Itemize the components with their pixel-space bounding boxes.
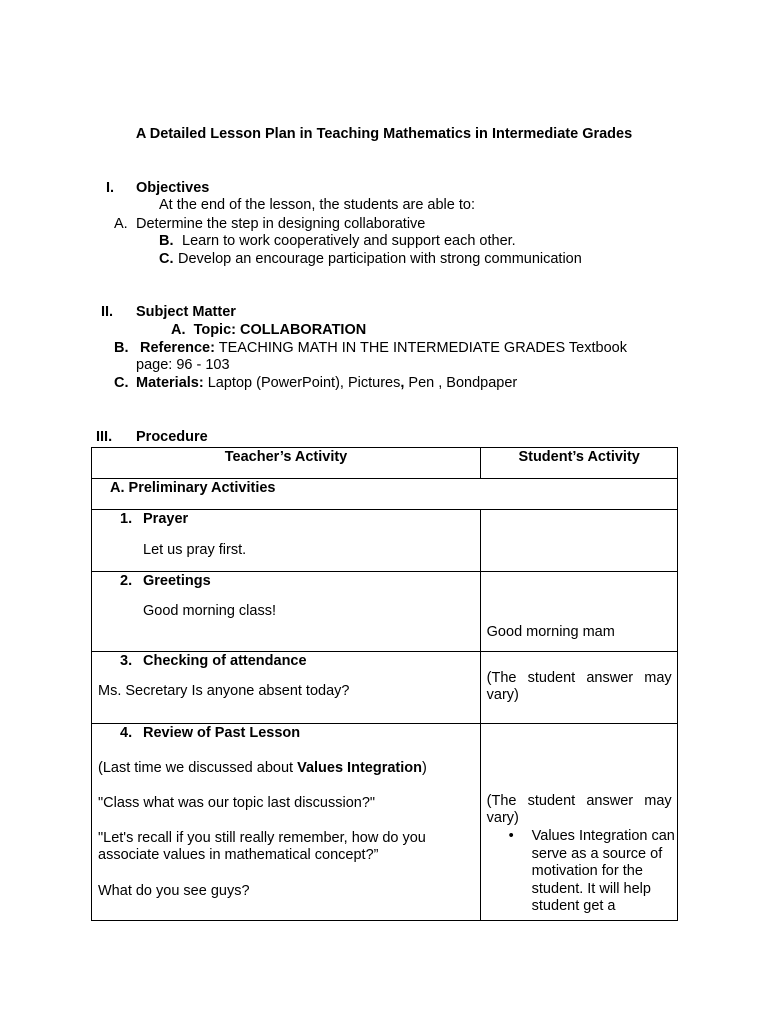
section-heading: Subject Matter [136, 304, 236, 320]
table-row [92, 510, 678, 572]
row-title: Review of Past Lesson [143, 725, 301, 741]
topic-value: COLLABORATION [240, 322, 367, 338]
topic-label: Topic: [193, 322, 236, 338]
review-text-pre: (Last time we discussed about [98, 760, 298, 776]
reference-label: Reference: [140, 340, 215, 356]
reference-line [140, 340, 627, 357]
student-text: (The student answer may vary) [486, 793, 672, 826]
teacher-text: "Let's recall if you still really remember, how do you [98, 830, 426, 846]
section-numeral: II. [101, 304, 114, 320]
materials-line [136, 375, 517, 392]
table-row [92, 572, 678, 652]
teacher-text: associate values in mathematical concept?” [98, 847, 379, 863]
topic-letter: A. [171, 322, 186, 338]
section-numeral: III. [96, 429, 113, 445]
table-row [92, 724, 678, 921]
header-teacher-cell [92, 448, 481, 479]
table-header-row [92, 448, 678, 479]
student-text: (The student answer may vary) [486, 670, 672, 703]
section-heading: Procedure [136, 429, 208, 445]
procedure-table [91, 447, 678, 921]
prayer-teacher-cell [92, 510, 481, 572]
teacher-text: Let us pray first. [143, 542, 247, 558]
teacher-text [98, 760, 427, 777]
materials-separator: , [400, 375, 405, 391]
row-title: Checking of attendance [143, 653, 307, 669]
objective-letter: C. [159, 251, 174, 267]
row-number: 1. [120, 511, 133, 527]
row-title: Prayer [143, 511, 189, 527]
reference-page: page: 96 - 103 [136, 357, 230, 373]
objective-letter: A. [114, 216, 128, 232]
header-teacher: Teacher’s Activity [224, 449, 348, 465]
row-number: 3. [120, 653, 133, 669]
greetings-student-cell [480, 572, 677, 652]
bullet-marker: • [508, 828, 514, 844]
student-text: Good morning mam [486, 624, 615, 640]
teacher-text: What do you see guys? [98, 883, 250, 899]
attendance-student-cell [480, 652, 677, 724]
reference-value: TEACHING MATH IN THE INTERMEDIATE GRADES Textbook [218, 340, 627, 356]
review-student-cell [480, 724, 677, 921]
header-student: Student’s Activity [518, 449, 640, 465]
document-title: A Detailed Lesson Plan in Teaching Mathematics in Intermediate Grades [135, 126, 633, 142]
materials-label: Materials: [136, 375, 204, 391]
objective-text: Develop an encourage participation with strong communication [178, 251, 582, 267]
teacher-text: "Class what was our topic last discussion?" [98, 795, 376, 811]
objective-text: Determine the step in designing collaborative [136, 216, 426, 232]
attendance-teacher-cell [92, 652, 481, 724]
header-student-cell [480, 448, 677, 479]
row-number: 4. [120, 725, 133, 741]
preliminary-row [92, 479, 678, 510]
materials-letter: C. [114, 375, 129, 391]
materials-value: Laptop (PowerPoint), Pictures [207, 375, 401, 391]
greetings-teacher-cell [92, 572, 481, 652]
objective-letter: B. [159, 233, 174, 249]
objectives-intro: At the end of the lesson, the students are able to: [159, 197, 475, 213]
section-numeral: I. [106, 180, 115, 196]
teacher-text: Ms. Secretary Is anyone absent today? [98, 683, 350, 699]
prayer-student-cell [480, 510, 677, 572]
materials-value-rest: Pen , Bondpaper [404, 375, 518, 391]
review-text-post: ) [421, 760, 427, 776]
review-teacher-cell [92, 724, 481, 921]
table-row [92, 652, 678, 724]
teacher-text: Good morning class! [143, 603, 276, 619]
topic-line [171, 322, 366, 339]
review-text-bold: Values Integration [297, 760, 422, 776]
preliminary-cell [92, 479, 678, 510]
section-heading: Objectives [136, 180, 210, 196]
row-title: Greetings [143, 573, 211, 589]
student-bullet-text: Values Integration can serve as a source of motivation for the student. It will help student get a [531, 828, 675, 914]
objective-text: Learn to work cooperatively and support each other. [182, 233, 516, 249]
preliminary-heading: A. Preliminary Activities [110, 480, 276, 496]
reference-letter: B. [114, 340, 129, 356]
row-number: 2. [120, 573, 133, 589]
